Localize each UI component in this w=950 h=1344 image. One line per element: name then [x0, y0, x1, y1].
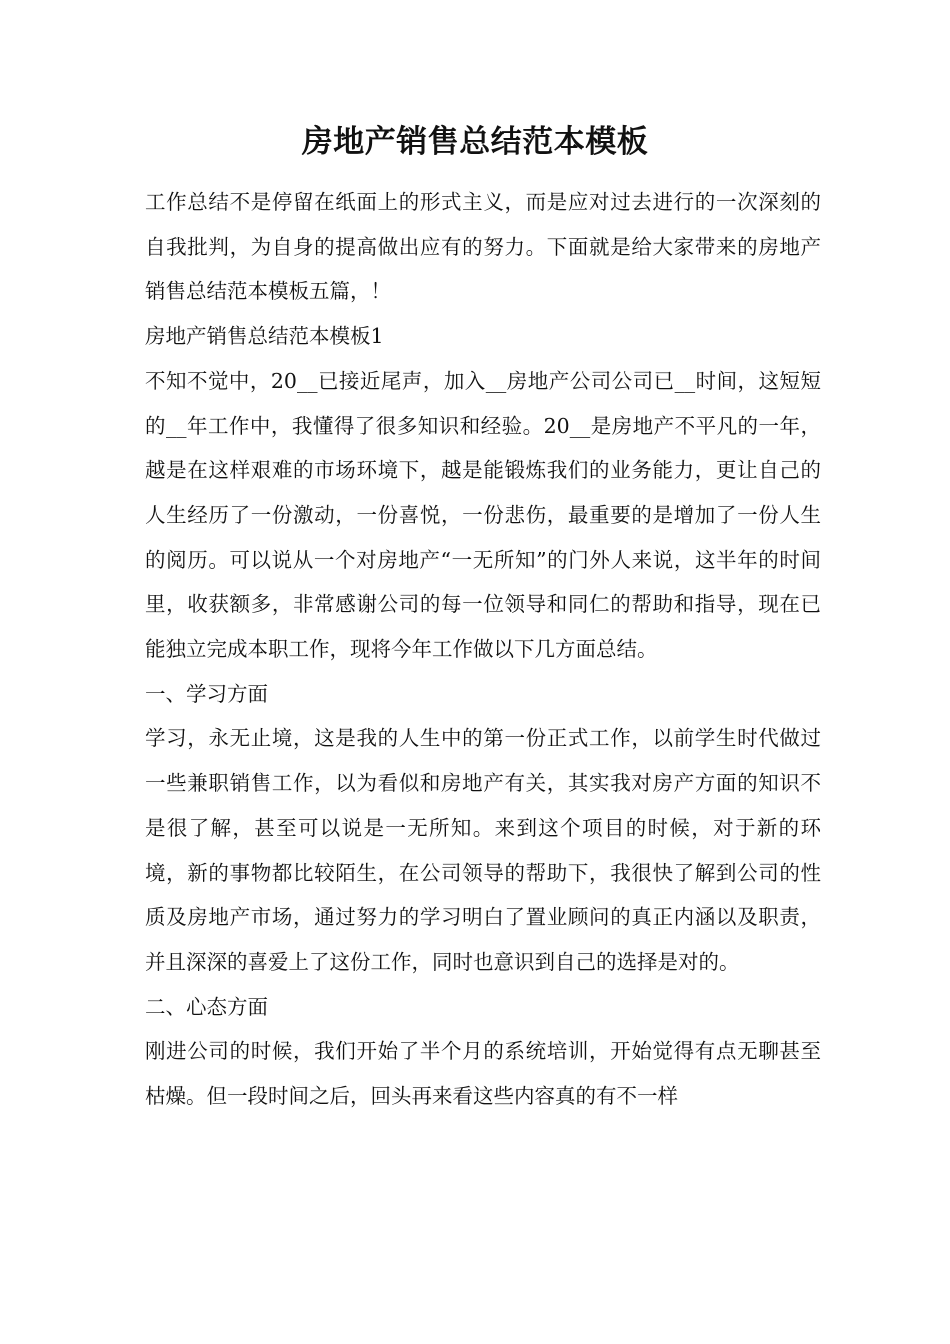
- section-heading-study: 一、学习方面: [145, 681, 268, 706]
- document-body: [145, 180, 821, 1119]
- body-paragraph-mindset: 刚进公司的时候，我们开始了半个月的系统培训，开始觉得有点无聊甚至枯燥。但一段时间之后，回头再来看这些内容真的有不一样: [145, 1039, 821, 1109]
- section-heading-template-1: 房地产销售总结范本模板1: [145, 324, 384, 349]
- section-heading-mindset: 二、心态方面: [145, 994, 268, 1019]
- body-paragraph-study: 学习，永无止境，这是我的人生中的第一份正式工作，以前学生时代做过一些兼职销售工作，以为看似和房地产有关，其实我对房产方面的知识不是很了解，甚至可以说是一无所知。来到这个项目的时候，对于新的环境，新的事物都比较陌生，在公司领导的帮助下，我很快了解到公司的性质及房地产市场，通过努力的学习明白了置业顾问的真正内涵以及职责，并且深深的喜爱上了这份工作，同时也意识到自己的选择是对的。: [145, 726, 821, 974]
- body-paragraph-summary: 不知不觉中，20__已接近尾声，加入__房地产公司公司已__时间，这短短的__年工作中，我懂得了很多知识和经验。20__是房地产不平凡的一年，越是在这样艰难的市场环境下，越是能锻炼我们的业务能力，更让自己的人生经历了一份激动，一份喜悦，一份悲伤，最重要的是增加了一份人生的阅历。可以说从一个对房地产“一无所知”的门外人来说，这半年的时间里，收获额多，非常感谢公司的每一位领导和同仁的帮助和指导，现在已能独立完成本职工作，现将今年工作做以下几方面总结。: [145, 368, 821, 662]
- document-title: 房地产销售总结范本模板: [301, 124, 649, 160]
- intro-paragraph: 工作总结不是停留在纸面上的形式主义，而是应对过去进行的一次深刻的自我批判，为自身的提高做出应有的努力。下面就是给大家带来的房地产销售总结范本模板五篇，！: [145, 190, 821, 304]
